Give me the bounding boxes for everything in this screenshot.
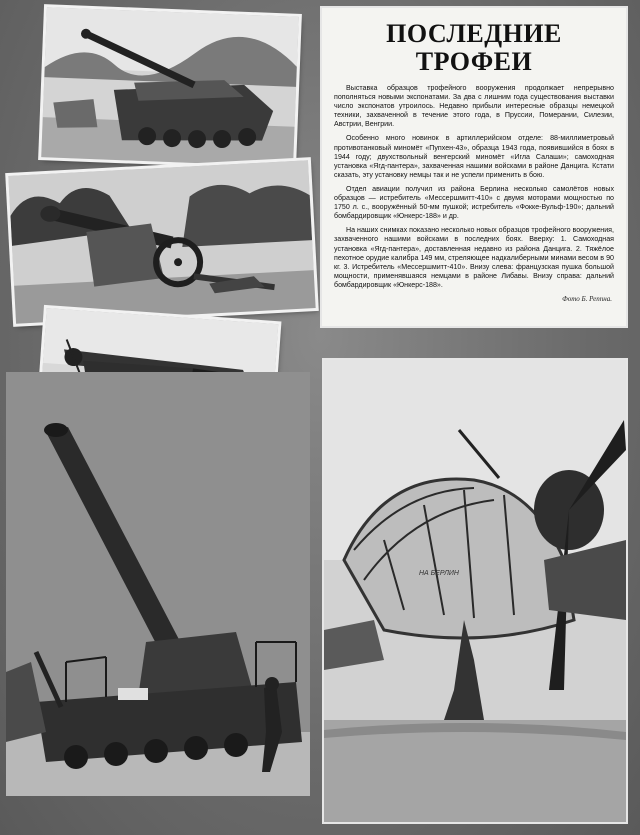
junkers-nose-text: НА БЕРЛИН [419,570,459,577]
jagdpanther-image [41,7,299,167]
infantry-gun-image [8,160,315,323]
photo-infantry-gun [8,160,315,323]
photo-credit: Фото Б. Реппна. [562,294,612,303]
photo-junkers [324,360,626,822]
article-title: ПОСЛЕДНИЕ ТРОФЕИ [386,19,562,76]
article-paragraph: Выставка образцов трофейного вооружения продолжает непрерывно пополняться новыми экспонатами. За два с лишним года существования выставки число экспонатов утроилось. Недавно прибыли интересные образцы немецкой техники, захваченной в течение этого года, в Пруссии, Померании, Силезии, Австрии, Венгрии. [334,84,614,129]
photo-jagdpanther [41,7,299,167]
junkers-image [324,360,626,822]
french-gun-image [6,372,310,796]
article-text-panel [322,8,626,326]
article-paragraph: На наших снимках показано несколько новых образцов трофейного вооружения, захваченного нашими войсками в последних боях. Вверху: 1. Самоходная установка «Ягд-пантера», доставленная недавно из района Данцига. 2. Тяжёлое пехотное орудие калибра 149 мм, стреляющее надкалиберными минами весом в 90 кг. 3. Истребитель «Мессершмитт-410». Внизу слева: французская пушка большой мощности, применявшаяся немцами в районе Либавы. Внизу справа: дальний бомбардировщик «Юнкерс-188». [334,226,614,289]
article-paragraph: Особенно много новинок в артиллерийском отделе: 88-миллиметровый противотанковый миномёт «Пупхен-43», образца 1943 года, появившийся в боях в 1944 году; двухствольный венгерский миномёт «Игла Салаши»; самоходная установка «Ягд-пантера», захваченная нашими войсками в районе Данцига. Кстати сказать, эту установку немцы так и не успели применить в бою. [334,134,614,179]
article-paragraph: Отдел авиации получил из района Берлина несколько самолётов новых образцов — истребитель «Мессершмитт-410» с двумя моторами мощностью по 1750 л. с., вооружённый 50-мм пушкой; истребитель «Фокке-Вульф-190»; дальний бомбардировщик «Юнкерс-188» и др. [334,184,614,221]
photo-french-gun [6,372,310,796]
